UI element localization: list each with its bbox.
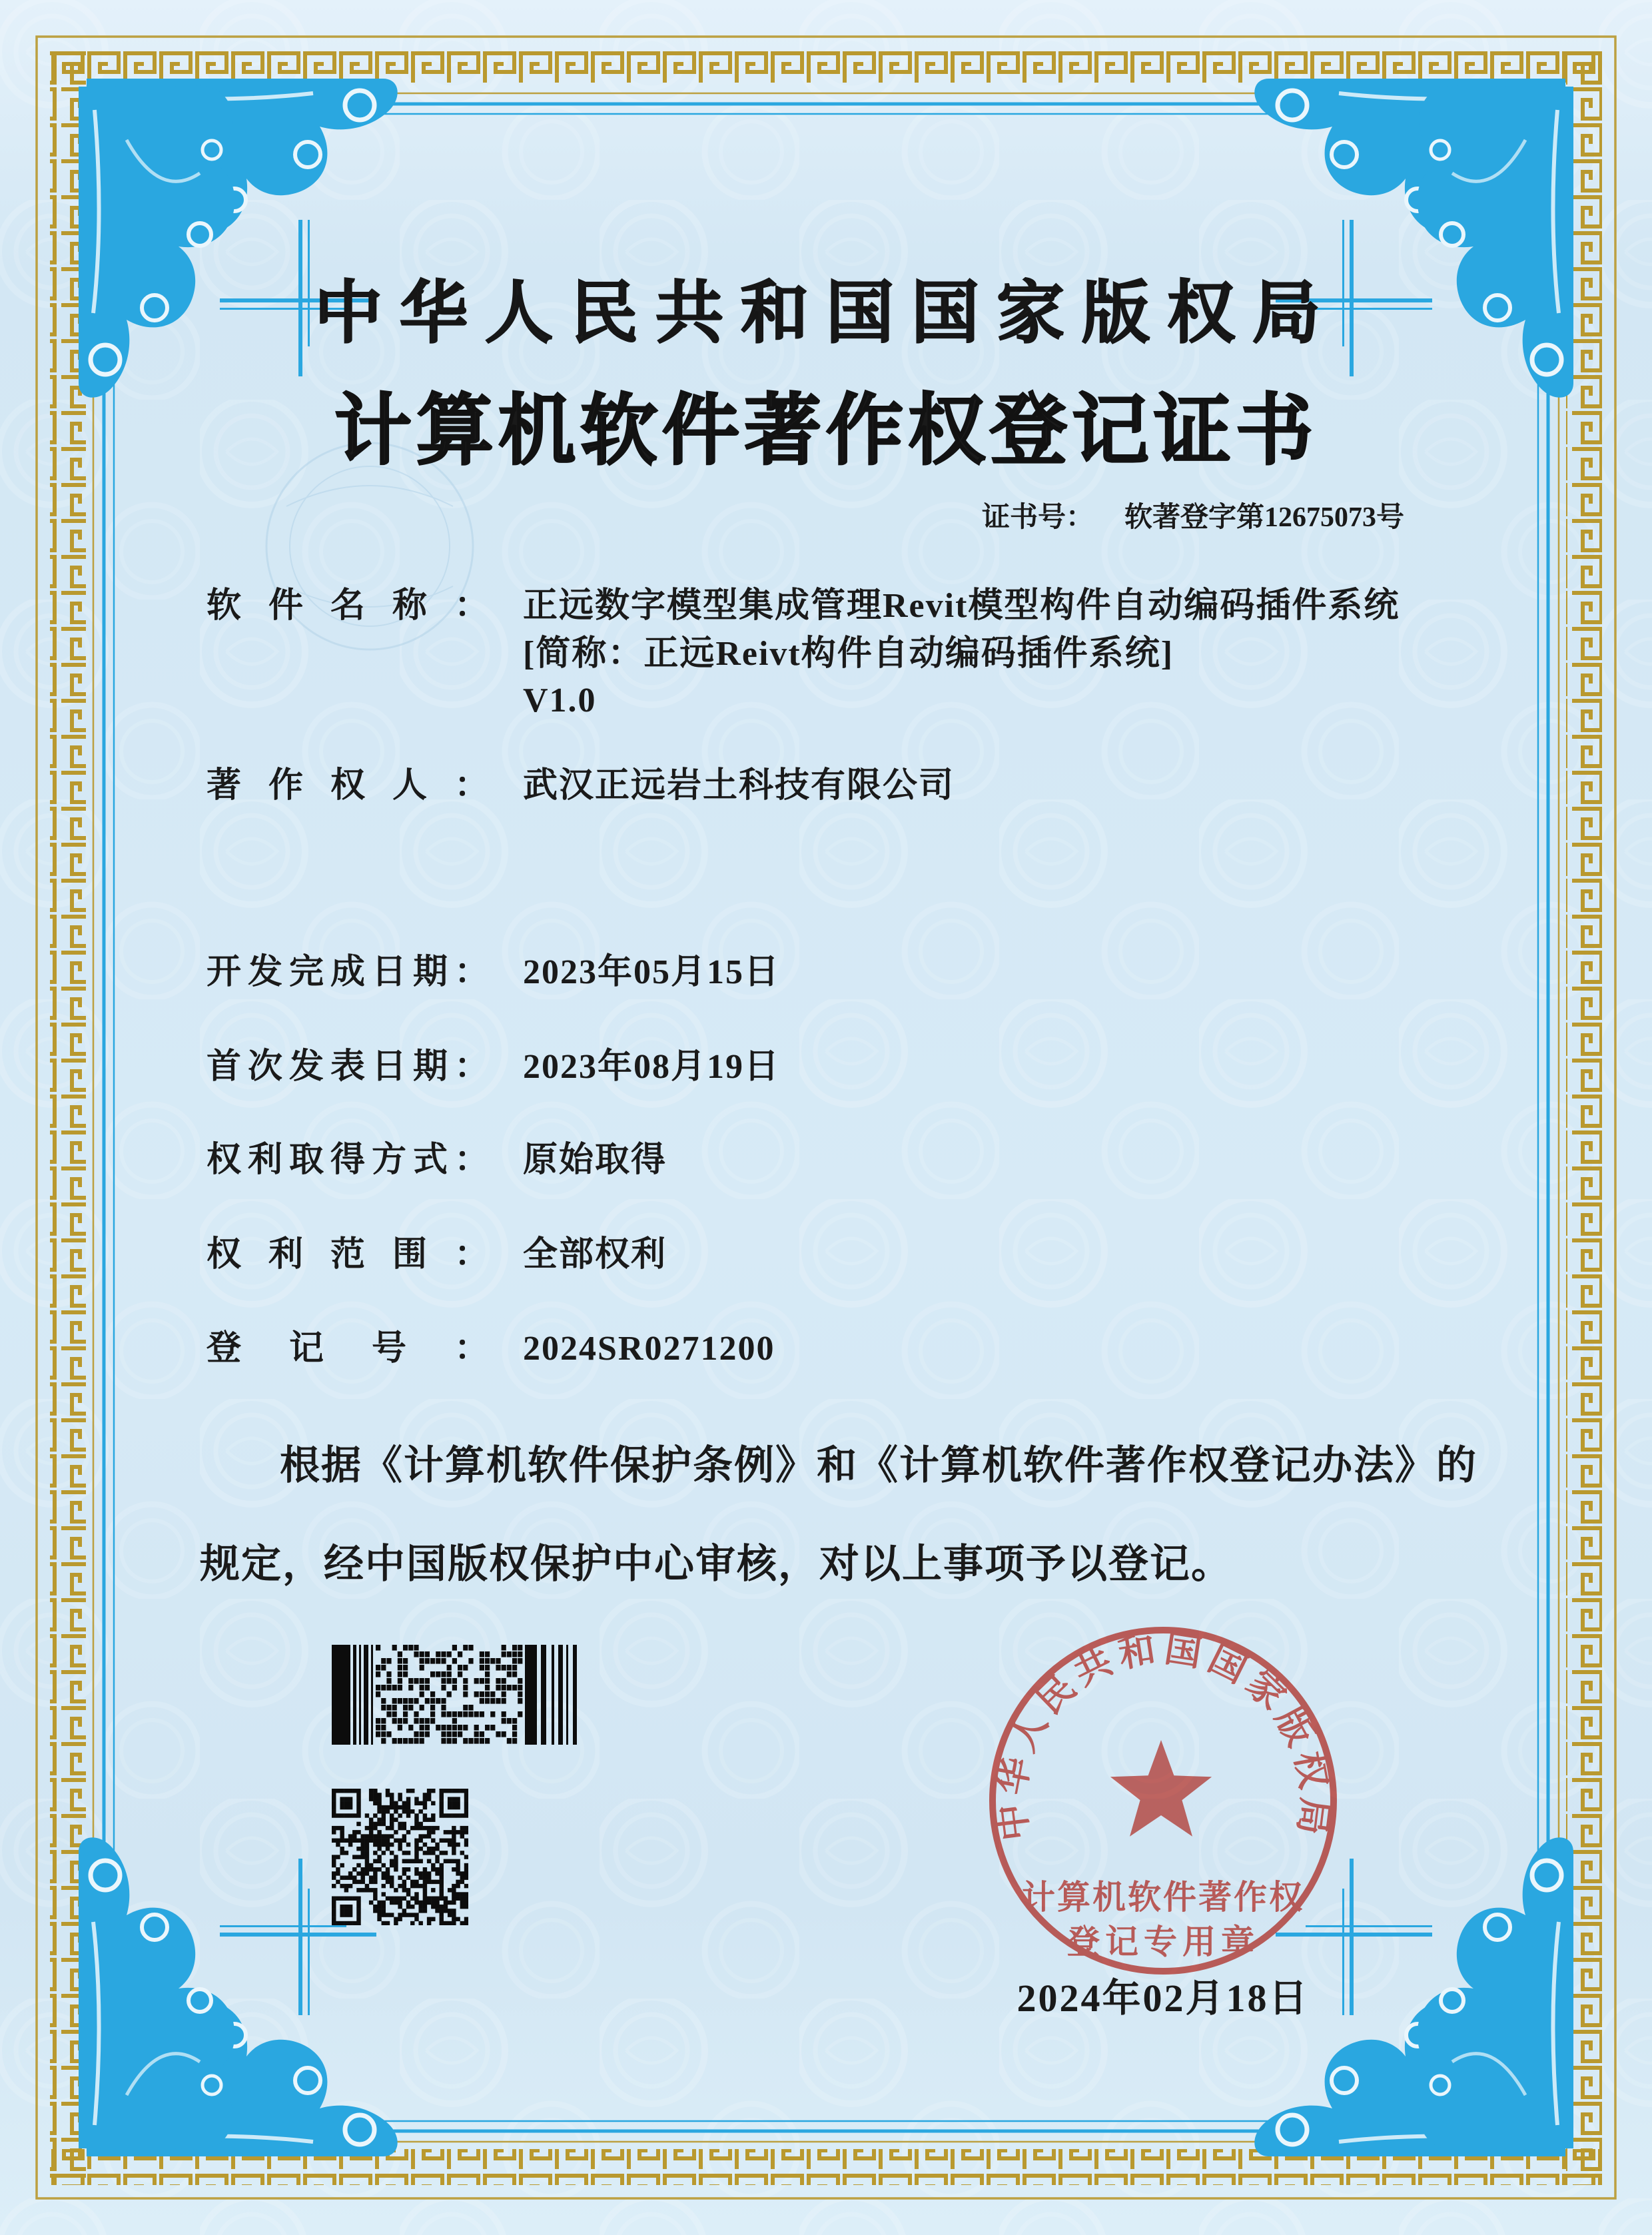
software-name-line2: [简称：正远Reivt构件自动编码插件系统] <box>523 635 1174 673</box>
seal-arc-text: 中华人民共和国国家版权局 <box>991 1628 1336 1843</box>
dev-complete-date-value: 2023年05月15日 <box>523 953 781 991</box>
rights-acquisition-value: 原始取得 <box>523 1141 667 1179</box>
statement-line-2: 规定，经中国版权保护中心审核，对以上事项予以登记。 <box>200 1542 1232 1586</box>
issuing-authority-title: 中华人民共和国国家版权局 <box>314 276 1338 352</box>
certificate-number-line <box>982 502 1404 534</box>
issue-date: 2024年02月18日 <box>1017 1977 1310 2020</box>
barcode-image <box>332 1645 578 1745</box>
copyright-owner-label: 著作权人： <box>206 767 489 805</box>
certificate-number-value: 软著登字第12675073号 <box>1124 502 1404 533</box>
first-publish-date-label: 首次发表日期： <box>206 1048 489 1086</box>
star-icon <box>1110 1740 1212 1837</box>
software-name-version: V1.0 <box>523 681 597 719</box>
rights-scope-value: 全部权利 <box>523 1236 667 1274</box>
copyright-owner-value: 武汉正远岩土科技有限公司 <box>523 767 955 805</box>
qr-code-image <box>332 1789 468 1925</box>
software-name-line1: 正远数字模型集成管理Revit模型构件自动编码插件系统 <box>523 587 1400 625</box>
seal-text-line2: 登记专用章 <box>1066 1923 1260 1961</box>
first-publish-date-value: 2023年08月19日 <box>523 1048 781 1086</box>
registration-number-value: 2024SR0271200 <box>523 1330 775 1368</box>
registration-number-label: 登记号： <box>206 1330 489 1368</box>
certificate-number-label: 证书号： <box>981 502 1094 533</box>
dev-complete-date-label: 开发完成日期： <box>206 953 489 991</box>
software-name-label: 软件名称： <box>206 587 489 625</box>
statement-line-1: 根据《计算机软件保护条例》和《计算机软件著作权登记办法》的 <box>280 1444 1477 1488</box>
certificate-title: 计算机软件著作权登记证书 <box>334 389 1318 474</box>
seal-text-line1: 计算机软件著作权 <box>1022 1879 1304 1916</box>
official-seal-stamp <box>959 1595 1367 2012</box>
rights-acquisition-label: 权利取得方式： <box>206 1141 489 1179</box>
rights-scope-label: 权利范围： <box>206 1236 489 1274</box>
